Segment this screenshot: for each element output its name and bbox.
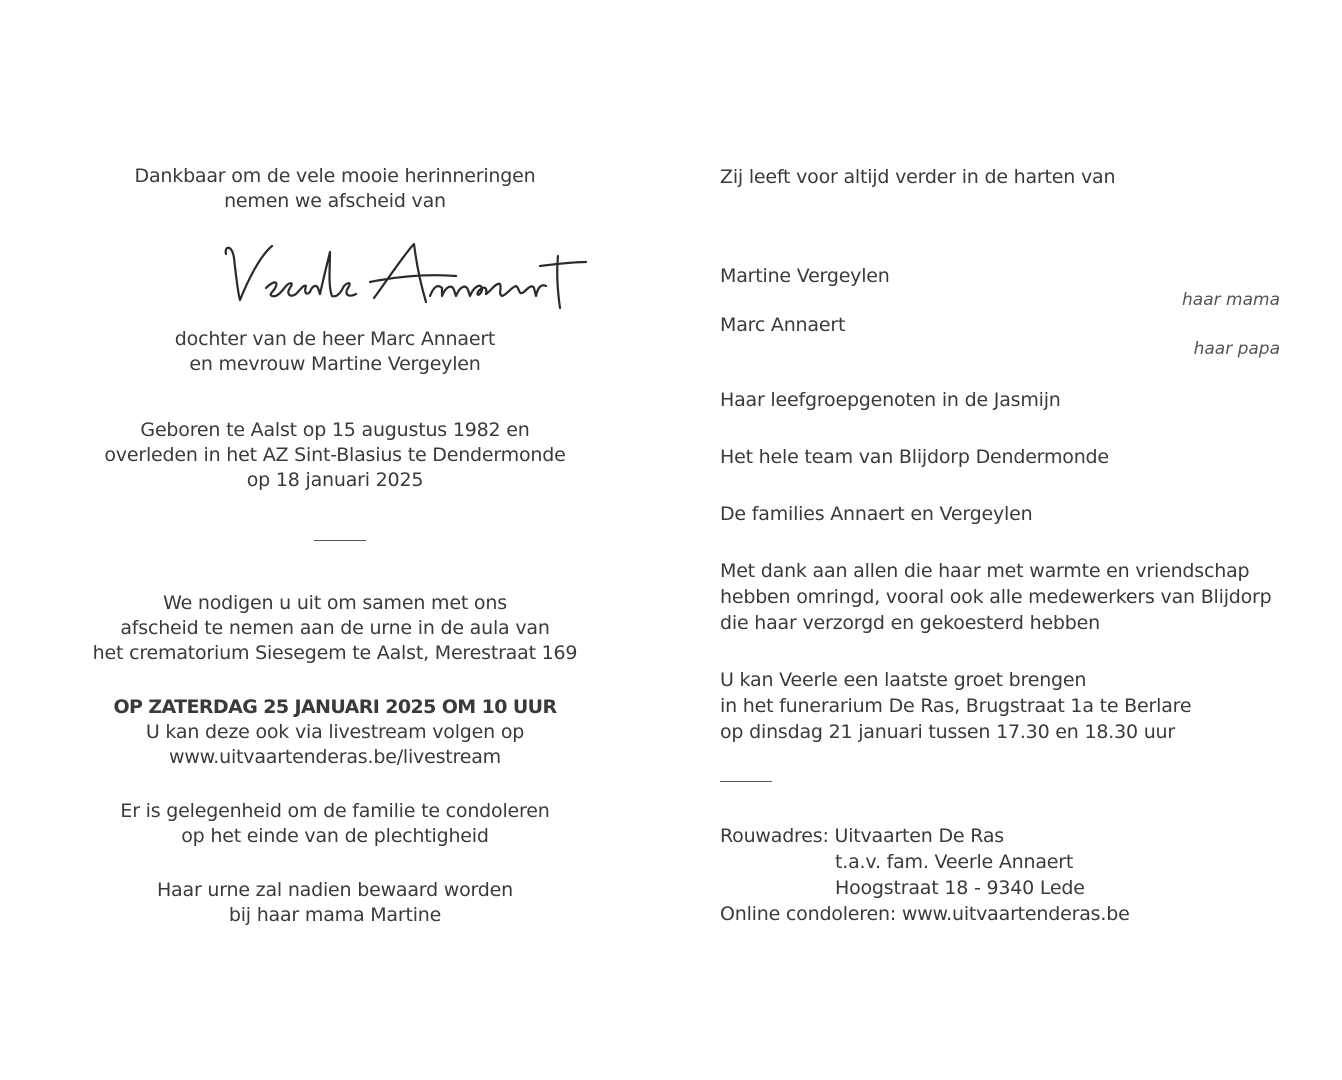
urn-line-2: bij haar mama Martine xyxy=(228,904,442,926)
invite-line-2: afscheid te nemen aan de urne in de aula van xyxy=(120,617,550,639)
families-line: De families Annaert en Vergeylen xyxy=(720,503,1033,525)
invite-line-1: We nodigen u uit om samen met ons xyxy=(163,592,507,614)
condole-line-2: op het einde van de plechtigheid xyxy=(181,825,489,847)
birth-line-1: Geboren te Aalst op 15 augustus 1982 en xyxy=(140,419,530,441)
remembrance-heading: Zij leeft voor altijd verder in de harten van xyxy=(720,166,1116,188)
online-condolence: Online condoleren: www.uitvaartenderas.be xyxy=(720,903,1130,925)
livestream-url: www.uitvaartenderas.be/livestream xyxy=(169,746,501,768)
birth-line-2: overleden in het AZ Sint-Blasius te Dendermonde xyxy=(104,444,566,466)
signature-script xyxy=(220,236,590,316)
birth-line-3: op 18 januari 2025 xyxy=(246,469,424,491)
livestream-line-1: U kan deze ook via livestream volgen op xyxy=(145,721,525,743)
mother-name: Martine Vergeylen xyxy=(720,265,890,287)
urn-line-1: Haar urne zal nadien bewaard worden xyxy=(156,879,514,901)
mother-relation: haar mama xyxy=(1182,290,1280,310)
thanks-line-2: hebben omringd, vooral ook alle medewerkers van Blijdorp xyxy=(720,586,1272,608)
invite-line-3: het crematorium Siesegem te Aalst, Merestraat 169 xyxy=(92,642,578,664)
parents-line-2: en mevrouw Martine Vergeylen xyxy=(189,353,481,375)
thanks-line-1: Met dank aan allen die haar met warmte en vriendschap xyxy=(720,560,1250,582)
thanks-line-3: die haar verzorgd en gekoesterd hebben xyxy=(720,612,1100,634)
father-relation: haar papa xyxy=(1193,339,1280,359)
father-name: Marc Annaert xyxy=(720,314,846,336)
address-label: Rouwadres: Uitvaarten De Ras xyxy=(720,825,1004,847)
intro-line-2: nemen we afscheid van xyxy=(224,190,446,212)
divider-left xyxy=(314,540,366,541)
address-street: Hoogstraat 18 - 9340 Lede xyxy=(835,877,1085,899)
visit-line-1: U kan Veerle een laatste groet brengen xyxy=(720,669,1087,691)
condole-line-1: Er is gelegenheid om de familie te condoleren xyxy=(120,800,550,822)
divider-right xyxy=(720,781,772,782)
ceremony-date: OP ZATERDAG 25 JANUARI 2025 OM 10 UUR xyxy=(113,696,557,718)
team-line: Het hele team van Blijdorp Dendermonde xyxy=(720,446,1109,468)
address-attn: t.a.v. fam. Veerle Annaert xyxy=(835,851,1074,873)
group-line: Haar leefgroepgenoten in de Jasmijn xyxy=(720,389,1061,411)
intro-line-1: Dankbaar om de vele mooie herinneringen xyxy=(134,165,536,187)
visit-line-3: op dinsdag 21 januari tussen 17.30 en 18.30 uur xyxy=(720,721,1175,743)
visit-line-2: in het funerarium De Ras, Brugstraat 1a te Berlare xyxy=(720,695,1192,717)
parents-line-1: dochter van de heer Marc Annaert xyxy=(174,328,496,350)
